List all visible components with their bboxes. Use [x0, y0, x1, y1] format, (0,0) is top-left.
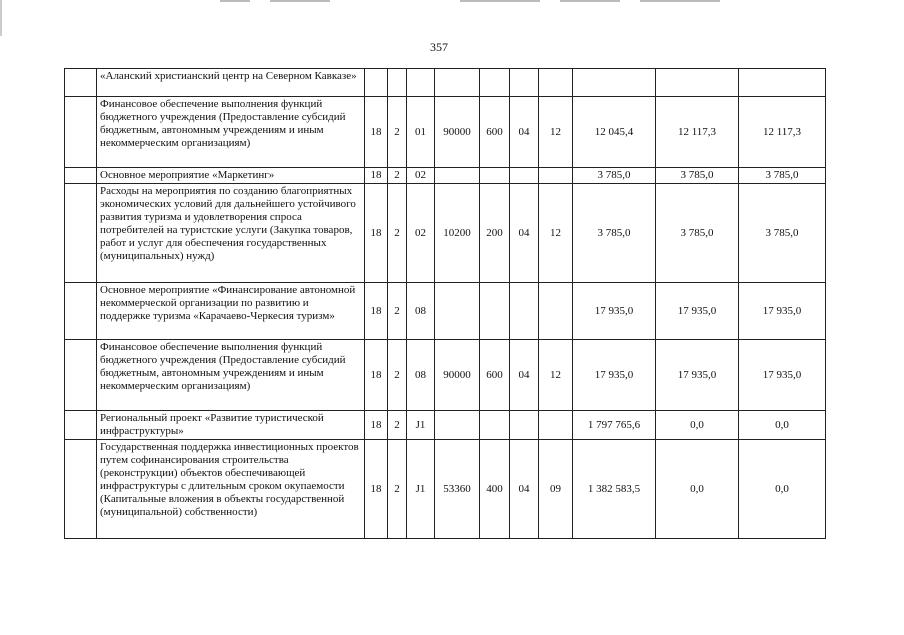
cell-c4: 90000 [435, 340, 480, 411]
cell-c1: 18 [365, 184, 388, 283]
cell-c7: 12 [539, 184, 573, 283]
cell-c6 [510, 411, 539, 440]
cell-c6: 04 [510, 340, 539, 411]
blank-cell [65, 440, 97, 539]
cell-v3: 3 785,0 [739, 168, 826, 184]
cell-c3: 02 [407, 184, 435, 283]
cell-c4: 10200 [435, 184, 480, 283]
cell-c6 [510, 168, 539, 184]
cell-v3: 0,0 [739, 440, 826, 539]
cell-v2: 0,0 [656, 411, 739, 440]
cell-c5 [480, 168, 510, 184]
budget-table [64, 68, 826, 539]
blank-cell [65, 411, 97, 440]
cell-c5: 600 [480, 340, 510, 411]
cell-c5: 400 [480, 440, 510, 539]
cell-v1: 1 797 765,6 [573, 411, 656, 440]
row-name-cell: «Аланский христианский центр на Северном Кавказе» [97, 69, 365, 97]
table-row [65, 184, 826, 283]
cell-c1: 18 [365, 168, 388, 184]
blank-cell [65, 283, 97, 340]
cell-v2: 17 935,0 [656, 283, 739, 340]
cell-c3: J1 [407, 440, 435, 539]
scan-top-marks [220, 0, 740, 2]
cell-c4: 90000 [435, 97, 480, 168]
cell-c3: 08 [407, 283, 435, 340]
table-row [65, 411, 826, 440]
cell-c5: 600 [480, 97, 510, 168]
cell-c7: 09 [539, 440, 573, 539]
cell-c6 [510, 283, 539, 340]
cell-c5 [480, 69, 510, 97]
cell-c6: 04 [510, 184, 539, 283]
row-name-cell: Государственная поддержка инвестиционных проектов путем софинансирования строительства (реконструкции) объектов обеспечивающей инфраструктуры с длительным сроком окупаемости (Капитальные вложения в объекты государственной (муниципальной) собственности) [97, 440, 365, 539]
cell-v3: 17 935,0 [739, 340, 826, 411]
cell-v1 [573, 69, 656, 97]
blank-cell [65, 340, 97, 411]
cell-c2: 2 [388, 283, 407, 340]
cell-c4 [435, 69, 480, 97]
cell-c1: 18 [365, 440, 388, 539]
cell-c2: 2 [388, 340, 407, 411]
cell-v1: 3 785,0 [573, 184, 656, 283]
table-row [65, 440, 826, 539]
cell-c2: 2 [388, 168, 407, 184]
cell-c3: J1 [407, 411, 435, 440]
cell-v3: 12 117,3 [739, 97, 826, 168]
blank-cell [65, 69, 97, 97]
row-name-cell: Основное мероприятие «Маркетинг» [97, 168, 365, 184]
cell-c4 [435, 283, 480, 340]
scan-edge [0, 0, 2, 36]
cell-c4 [435, 411, 480, 440]
cell-v2: 3 785,0 [656, 168, 739, 184]
cell-c1 [365, 69, 388, 97]
cell-c7 [539, 168, 573, 184]
row-name-cell: Региональный проект «Развитие туристической инфраструктуры» [97, 411, 365, 440]
cell-v3: 3 785,0 [739, 184, 826, 283]
cell-v2: 3 785,0 [656, 184, 739, 283]
row-name-cell: Расходы на мероприятия по созданию благоприятных экономических условий для дальнейшего устойчивого развития туризма и удовлетворения спроса потребителей на туристские услуги (Закупка товаров, работ и услуг для обеспечения государственных (муниципальных) нужд) [97, 184, 365, 283]
cell-c2: 2 [388, 440, 407, 539]
cell-c1: 18 [365, 283, 388, 340]
cell-c1: 18 [365, 411, 388, 440]
cell-c3: 08 [407, 340, 435, 411]
row-name-cell: Основное мероприятие «Финансирование автономной некоммерческой организации по развитию и поддержке туризма «Карачаево-Черкесия туризм» [97, 283, 365, 340]
page-number: 357 [430, 40, 448, 54]
cell-c7 [539, 283, 573, 340]
cell-v3: 0,0 [739, 411, 826, 440]
table-row [65, 283, 826, 340]
cell-v2 [656, 69, 739, 97]
cell-v1: 3 785,0 [573, 168, 656, 184]
cell-c3: 02 [407, 168, 435, 184]
cell-c6: 04 [510, 97, 539, 168]
cell-v3 [739, 69, 826, 97]
cell-c5: 200 [480, 184, 510, 283]
cell-c3 [407, 69, 435, 97]
table-row [65, 97, 826, 168]
cell-c5 [480, 411, 510, 440]
cell-c7: 12 [539, 97, 573, 168]
cell-v1: 17 935,0 [573, 283, 656, 340]
blank-cell [65, 97, 97, 168]
cell-c7: 12 [539, 340, 573, 411]
cell-c2: 2 [388, 184, 407, 283]
table-row [65, 340, 826, 411]
cell-c7 [539, 411, 573, 440]
row-name-cell: Финансовое обеспечение выполнения функций бюджетного учреждения (Предоставление субсидий бюджетным, автономным учреждениям и иным некоммерческим организациям) [97, 97, 365, 168]
cell-v2: 0,0 [656, 440, 739, 539]
cell-v1: 17 935,0 [573, 340, 656, 411]
table-row [65, 168, 826, 184]
blank-cell [65, 184, 97, 283]
cell-v2: 17 935,0 [656, 340, 739, 411]
cell-c1: 18 [365, 340, 388, 411]
cell-v1: 12 045,4 [573, 97, 656, 168]
cell-c4 [435, 168, 480, 184]
cell-c1: 18 [365, 97, 388, 168]
cell-c3: 01 [407, 97, 435, 168]
cell-c5 [480, 283, 510, 340]
cell-c4: 53360 [435, 440, 480, 539]
row-name-cell: Финансовое обеспечение выполнения функций бюджетного учреждения (Предоставление субсидий бюджетным, автономным учреждениям и иным некоммерческим организациям) [97, 340, 365, 411]
cell-v2: 12 117,3 [656, 97, 739, 168]
blank-cell [65, 168, 97, 184]
cell-v3: 17 935,0 [739, 283, 826, 340]
cell-c6 [510, 69, 539, 97]
cell-c2 [388, 69, 407, 97]
cell-c2: 2 [388, 411, 407, 440]
table-row [65, 69, 826, 97]
cell-c6: 04 [510, 440, 539, 539]
cell-c7 [539, 69, 573, 97]
cell-c2: 2 [388, 97, 407, 168]
cell-v1: 1 382 583,5 [573, 440, 656, 539]
